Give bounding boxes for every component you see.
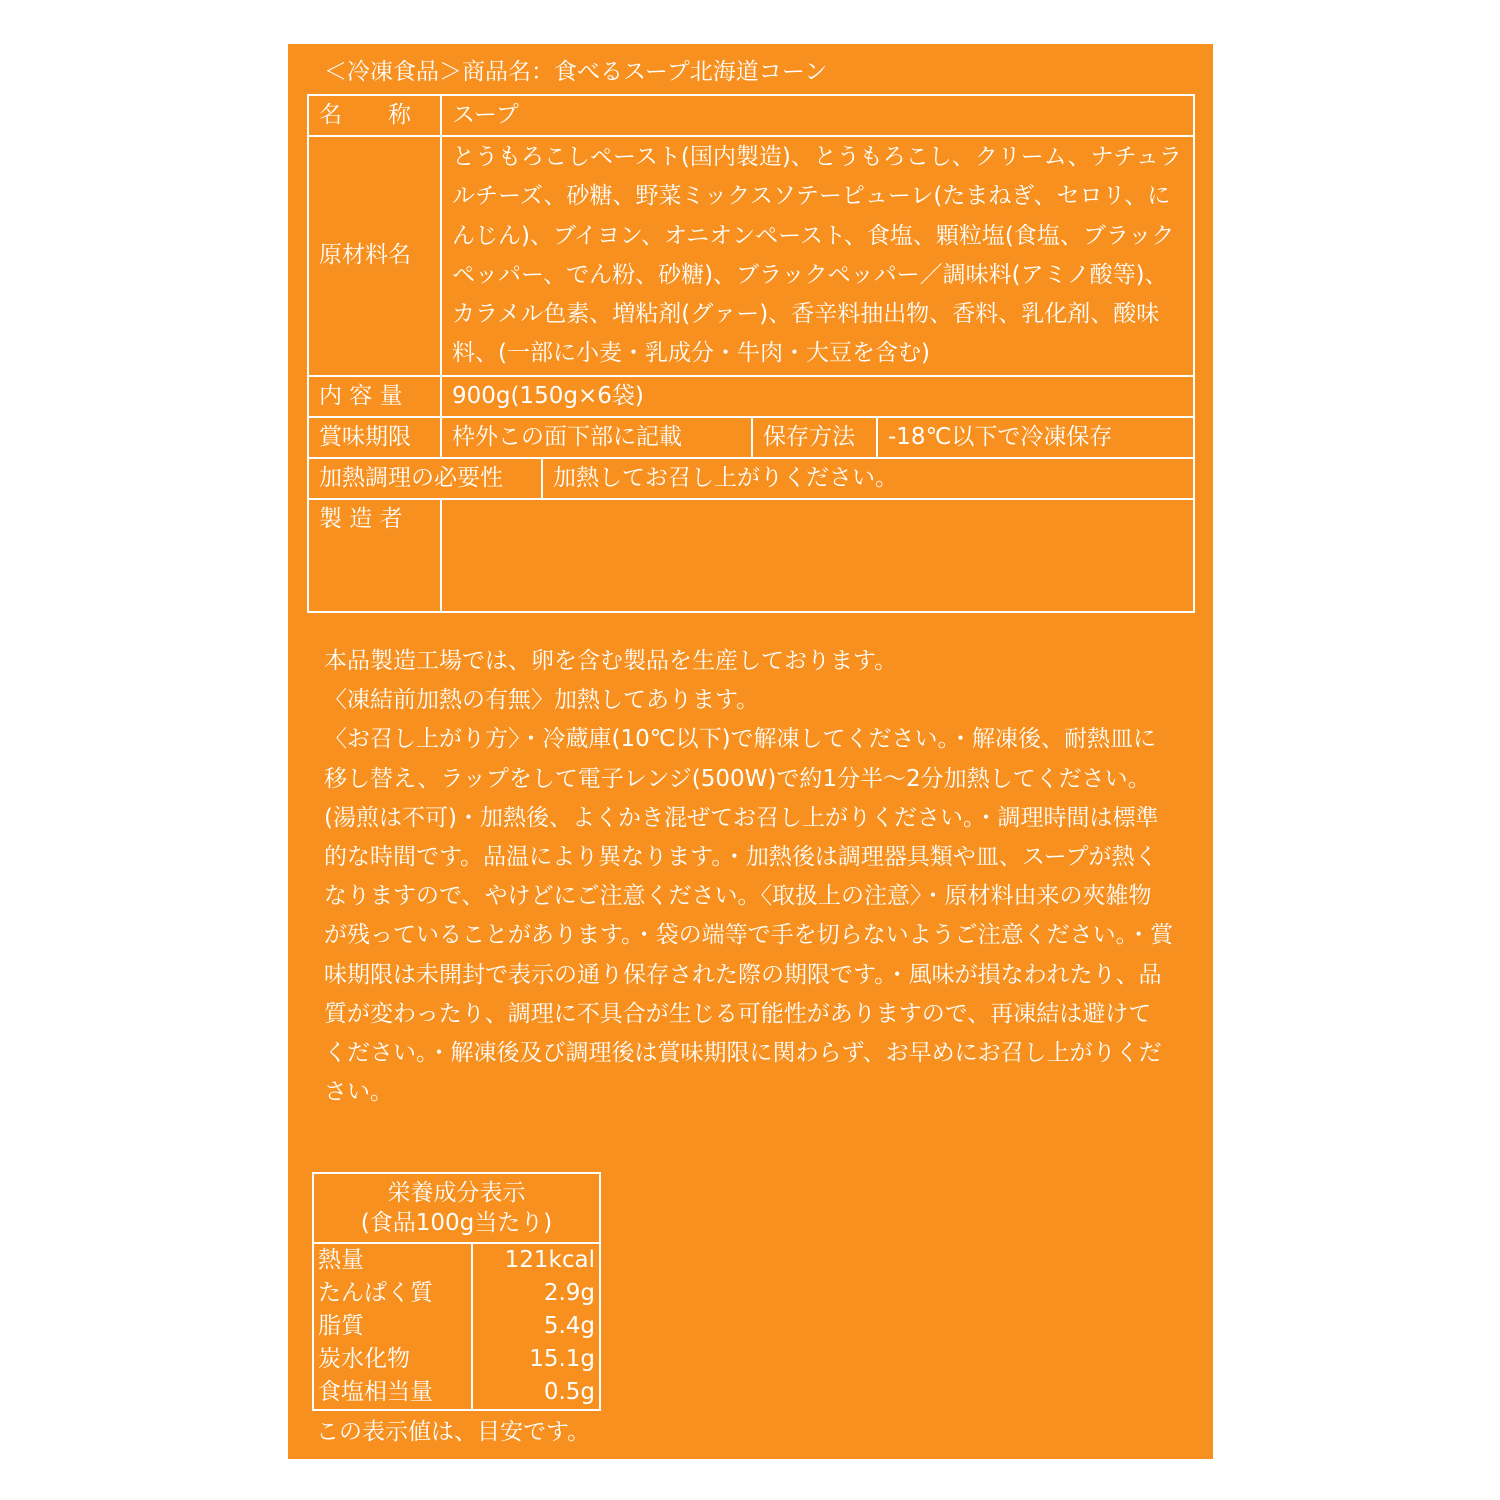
maker-value (441, 499, 1194, 612)
product-header: ＜冷凍食品＞商品名：食べるスープ北海道コーン (324, 59, 828, 85)
storage-value: -18℃以下で冷凍保存 (877, 417, 1194, 458)
content-value: 900g(150g×6袋) (441, 376, 1194, 417)
content-row (308, 376, 1194, 417)
heating-row (308, 458, 1194, 499)
notes-section (324, 642, 1174, 1112)
ingredients-row (308, 136, 1194, 376)
nutrition-value-salt: 0.5g (543, 1379, 596, 1405)
food-label-panel (288, 44, 1213, 1459)
nutrition-names (313, 1243, 472, 1410)
expiry-value: 枠外この面下部に記載 (441, 417, 752, 458)
nutrition-table (312, 1172, 601, 1411)
nutrition-title-line1: 栄養成分表示 (387, 1180, 526, 1206)
nutrition-title-row (313, 1173, 600, 1243)
nutrition-title (313, 1173, 600, 1243)
name-label: 名 称 (308, 95, 441, 136)
nutrition-title-line2: (食品100g当たり) (360, 1210, 553, 1236)
nutrition-name-protein: たんぱく質 (318, 1280, 433, 1306)
nutrition-value-carbohydrate: 15.1g (529, 1346, 596, 1372)
product-info-table (307, 94, 1195, 613)
pre-freeze-heating-note: 〈凍結前加熱の有無〉加熱してあります。 (324, 687, 760, 714)
ingredients-label: 原材料名 (308, 136, 441, 376)
expiry-row (308, 417, 1194, 458)
name-row (308, 95, 1194, 136)
factory-allergen-note: 本品製造工場では、卵を含む製品を生産しております。 (324, 648, 898, 674)
nutrition-name-energy: 熱量 (318, 1247, 364, 1273)
heating-value: 加熱してお召し上がりください。 (542, 458, 1194, 499)
nutrition-name-carbohydrate: 炭水化物 (318, 1346, 410, 1372)
ingredients-value: とうもろこしペースト(国内製造)、とうもろこし、クリーム、ナチュラルチーズ、砂糖、野菜ミックスソテーピューレ(たまねぎ、セロリ、にんじん)、ブイヨン、オニオンペースト、食塩、顆粒塩(食塩、ブラックペッパー、でん粉、砂糖)、ブラックペッパー／調味料(アミノ酸等)、カラメル色素、増粘剤(グァー)、香辛料抽出物、香料、乳化剤、酸味料、(一部に小麦・乳成分・牛肉・大豆を含む) (441, 136, 1194, 376)
maker-label: 製 造 者 (308, 499, 441, 612)
nutrition-value-energy: 121kcal (504, 1247, 596, 1273)
name-value: スープ (441, 95, 1194, 136)
content-label: 内 容 量 (308, 376, 441, 417)
nutrition-name-salt: 食塩相当量 (318, 1379, 433, 1405)
nutrition-value-protein: 2.9g (543, 1280, 596, 1306)
heating-label: 加熱調理の必要性 (308, 458, 542, 499)
expiry-label: 賞味期限 (308, 417, 441, 458)
nutrition-body-row (313, 1243, 600, 1410)
nutrition-name-fat: 脂質 (318, 1313, 364, 1339)
nutrition-value-fat: 5.4g (543, 1313, 596, 1339)
nutrition-values (472, 1243, 600, 1410)
nutrition-footnote: この表示値は、目安です。 (316, 1419, 591, 1445)
preparation-and-handling-notes: 〈お召し上がり方〉・冷蔵庫(10℃以下)で解凍してください。・解凍後、耐熱皿に移し替え、ラップをして電子レンジ(500W)で約1分半～2分加熱してください。(湯煎は不可)・加熱後、よくかき混ぜてお召し上がりください。・調理時間は標準的な時間です。品温により異なります。・加熱後は調理器具類や皿、スープが熱くなりますので、やけどにご注意ください。〈取扱上の注意〉・原材料由来の夾雑物が残っていることがあります。・袋の端等で手を切らないようご注意ください。・賞味期限は未開封で表示の通り保存された際の期限です。・風味が損なわれたり、品質が変わったり、調理に不具合が生じる可能性がありますので、再凍結は避けてください。・解凍後及び調理後は賞味期限に関わらず、お早めにお召し上がりください。 (324, 726, 1174, 1106)
storage-label: 保存方法 (752, 417, 877, 458)
maker-row (308, 499, 1194, 612)
